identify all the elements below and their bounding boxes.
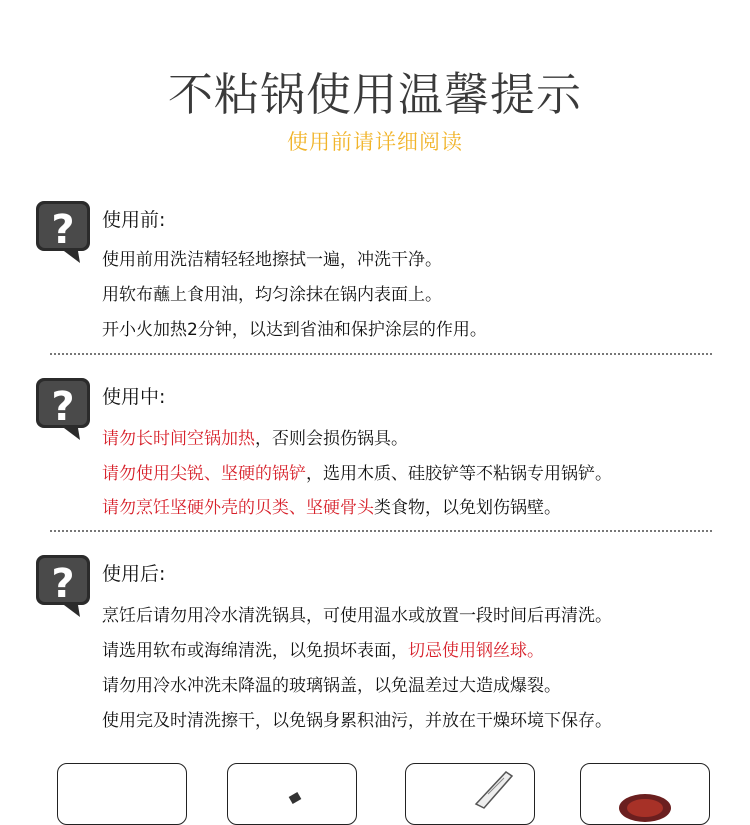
page-subtitle: 使用前请详细阅读	[287, 130, 463, 154]
question-mark-icon	[34, 197, 96, 265]
svg-text:?: ?	[51, 384, 75, 430]
tip-line	[102, 280, 442, 305]
thumbnail-card	[227, 763, 357, 825]
tip-text: 用软布蘸上食用油，均匀涂抹在锅内表面上。	[102, 285, 442, 305]
tip-text: 请勿用冷水冲洗未降温的玻璃锅盖，以免温差过大造成爆裂。	[102, 676, 561, 696]
tip-line	[102, 636, 544, 661]
warning-text: 切忌使用钢丝球。	[408, 641, 544, 661]
question-mark-icon	[34, 374, 96, 442]
dotted-divider	[50, 530, 712, 532]
tip-text: 请选用软布或海绵清洗，以免损坏表面，	[102, 641, 408, 661]
tip-text: 类食物，以免划伤锅壁。	[374, 498, 561, 518]
thumbnail-card	[580, 763, 710, 825]
page-title: 不粘锅使用温馨提示	[167, 68, 582, 121]
tip-line	[102, 424, 408, 449]
spatula-icon	[406, 764, 534, 824]
section-heading: 使用前:	[102, 209, 166, 231]
steel-wool-icon	[581, 764, 709, 824]
svg-text:?: ?	[51, 207, 75, 253]
tip-text: ，否则会损伤锅具。	[255, 429, 408, 449]
tip-line	[102, 706, 612, 731]
tip-text: 开小火加热2分钟，以达到省油和保护涂层的作用。	[102, 320, 487, 340]
question-mark-icon	[34, 551, 96, 619]
tip-line	[102, 315, 487, 340]
dotted-divider	[50, 353, 712, 355]
warning-text: 请勿使用尖锐、坚硬的锅铲	[102, 464, 306, 484]
tip-text: 使用完及时清洗擦干，以免锅身累积油污，并放在干燥环境下保存。	[102, 711, 612, 731]
tip-line	[102, 493, 561, 518]
warning-text: 请勿烹饪坚硬外壳的贝类、坚硬骨头	[102, 498, 374, 518]
utensil-icon	[228, 764, 356, 824]
section-heading: 使用后:	[102, 563, 166, 585]
tip-line	[102, 245, 442, 270]
tip-text: ，选用木质、硅胶铲等不粘锅专用锅铲。	[306, 464, 612, 484]
tip-line	[102, 601, 612, 626]
thumbnail-card	[57, 763, 187, 825]
section-heading: 使用中:	[102, 386, 166, 408]
thumbnail-card	[405, 763, 535, 825]
tip-text: 使用前用洗洁精轻轻地擦拭一遍，冲洗干净。	[102, 250, 442, 270]
tip-line	[102, 459, 612, 484]
tip-text: 烹饪后请勿用冷水清洗锅具，可使用温水或放置一段时间后再清洗。	[102, 606, 612, 626]
svg-text:?: ?	[51, 561, 75, 607]
tip-line	[102, 671, 561, 696]
warning-text: 请勿长时间空锅加热	[102, 429, 255, 449]
